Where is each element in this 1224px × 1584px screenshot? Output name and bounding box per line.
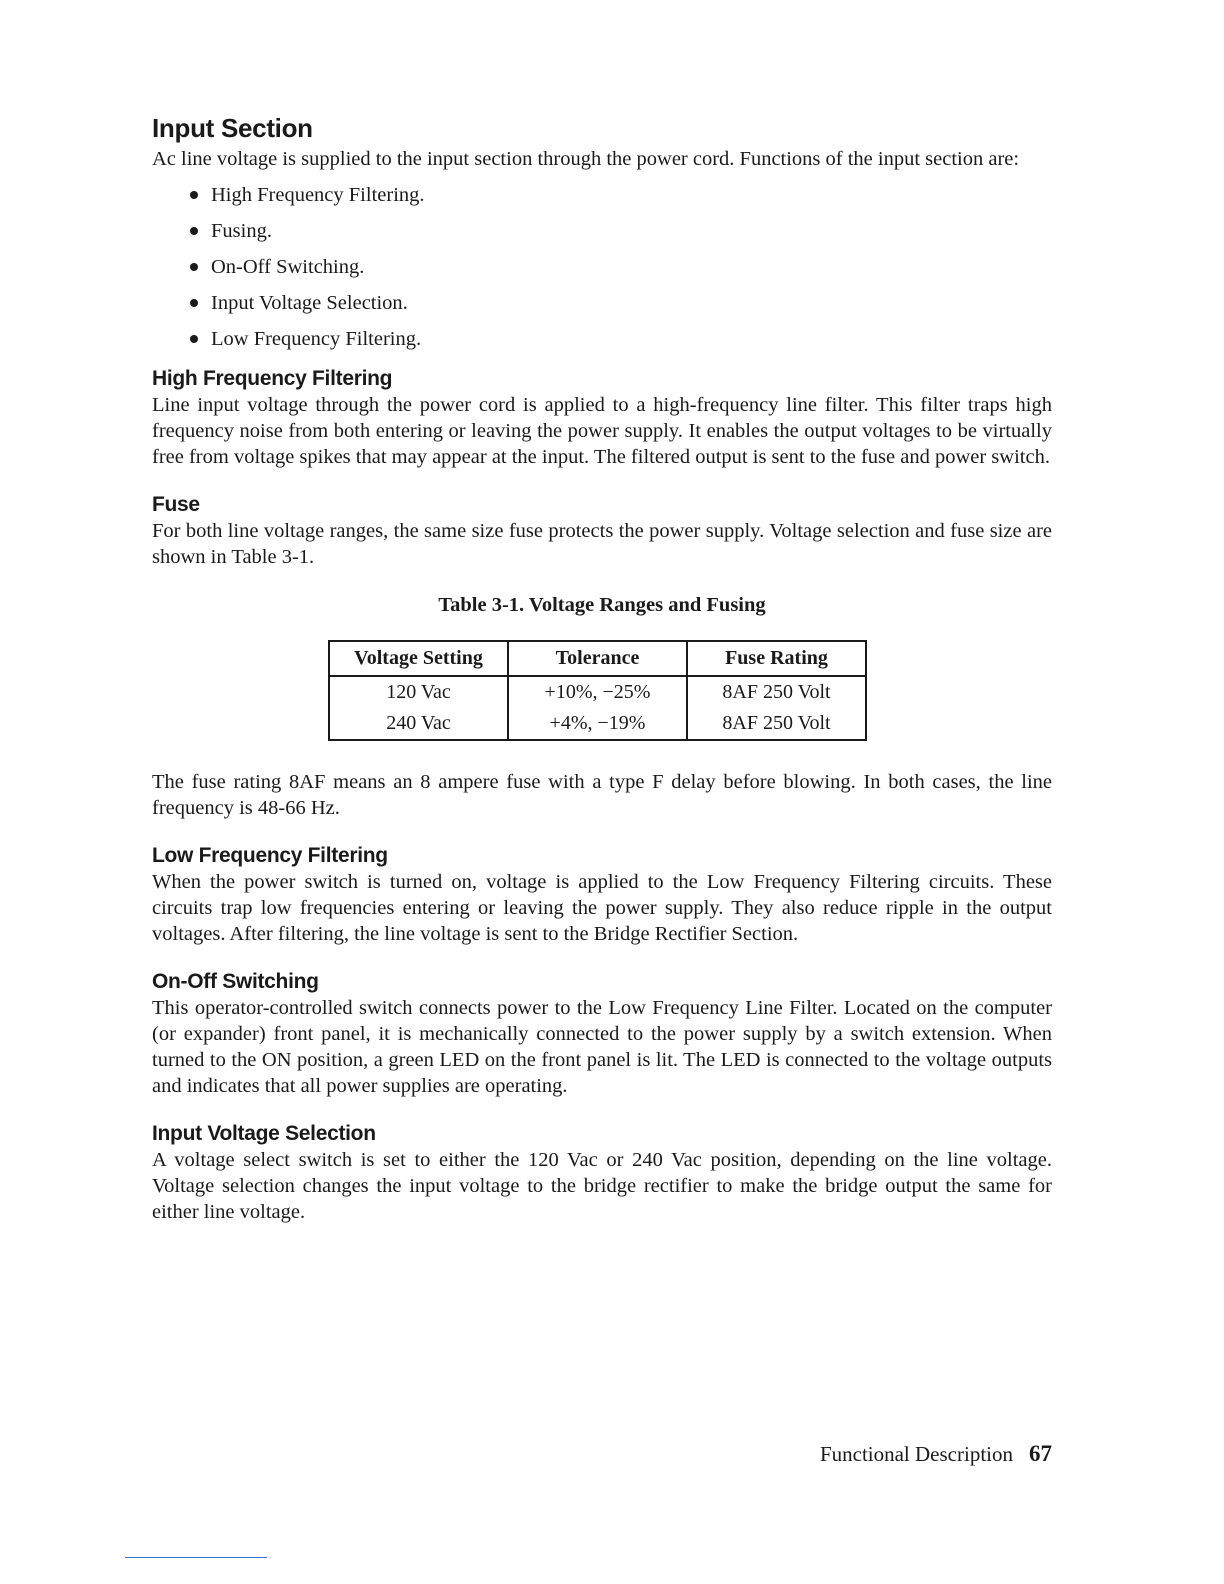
input-voltage-text: A voltage select switch is set to either the 120 Vac or 240 Vac position, depending on the line voltage. Voltage selection changes the input voltage to the bridge rectifier to make the bridge output the same for either line voltage. — [152, 1149, 1052, 1223]
table-row — [329, 708, 866, 740]
page-number: 67 — [1029, 1441, 1052, 1466]
bullet-icon — [190, 263, 198, 271]
on-off-title: On-Off Switching — [152, 970, 319, 993]
list-item: High Frequency Filtering. — [190, 182, 1052, 208]
table-cell: 8AF 250 Volt — [687, 676, 866, 708]
table-cell: +10%, −25% — [508, 676, 687, 708]
bullet-icon — [190, 227, 198, 235]
table-cell: 8AF 250 Volt — [687, 708, 866, 740]
high-frequency-text: Line input voltage through the power cord is applied to a high-frequency line filter. This filter traps high frequency noise from both entering or leaving the power supply. It enables the output voltages to be virtually free from voltage spikes that may appear at the input. The filtered output is sent to the fuse and power switch. — [152, 394, 1052, 468]
page-footer — [820, 1441, 1052, 1467]
fuse-note: The fuse rating 8AF means an 8 ampere fuse with a type F delay before blowing. In both cases, the line frequency is 48-66 Hz. — [152, 771, 1052, 819]
list-item: Fusing. — [190, 218, 1052, 244]
list-item: Low Frequency Filtering. — [190, 326, 1052, 352]
input-voltage-title: Input Voltage Selection — [152, 1122, 376, 1145]
table-cell: 120 Vac — [329, 676, 508, 708]
functions-list — [152, 182, 1052, 352]
column-header: Voltage Setting — [329, 641, 508, 676]
list-item: On-Off Switching. — [190, 254, 1052, 280]
list-item: Input Voltage Selection. — [190, 290, 1052, 316]
column-header: Tolerance — [508, 641, 687, 676]
table-cell: 240 Vac — [329, 708, 508, 740]
section-title: Input Section — [152, 113, 313, 143]
high-frequency-title: High Frequency Filtering — [152, 367, 393, 390]
on-off-text: This operator-controlled switch connects power to the Low Frequency Line Filter. Located on the computer (or expander) front panel, it is mechanically connected to the power supply by a switch extension. When turned to the ON position, a green LED on the front panel is lit. The LED is connected to the voltage outputs and indicates that all power supplies are operating. — [152, 997, 1052, 1097]
input-section-intro: Ac line voltage is supplied to the input section through the power cord. Functions of the input section are: — [152, 148, 1020, 170]
column-header: Fuse Rating — [687, 641, 866, 676]
table-cell: +4%, −19% — [508, 708, 687, 740]
divider — [125, 1557, 267, 1558]
table-caption: Table 3-1. Voltage Ranges and Fusing — [438, 594, 766, 616]
table-row — [329, 676, 866, 708]
low-frequency-title: Low Frequency Filtering — [152, 844, 388, 867]
fuse-title: Fuse — [152, 493, 200, 516]
table-header-row — [329, 641, 866, 676]
footer-section-name: Functional Description — [819, 1442, 1013, 1466]
bullet-icon — [190, 335, 198, 343]
bullet-icon — [190, 191, 198, 199]
fuse-text: For both line voltage ranges, the same size fuse protects the power supply. Voltage selection and fuse size are shown in Table 3-1. — [152, 520, 1052, 568]
voltage-table — [328, 640, 867, 741]
bullet-icon — [190, 299, 198, 307]
page-content — [152, 110, 1052, 1225]
low-frequency-text: When the power switch is turned on, voltage is applied to the Low Frequency Filtering circuits. These circuits trap low frequencies entering or leaving the power supply. They also reduce ripple in the output voltages. After filtering, the line voltage is sent to the Bridge Rectifier Section. — [152, 871, 1052, 945]
